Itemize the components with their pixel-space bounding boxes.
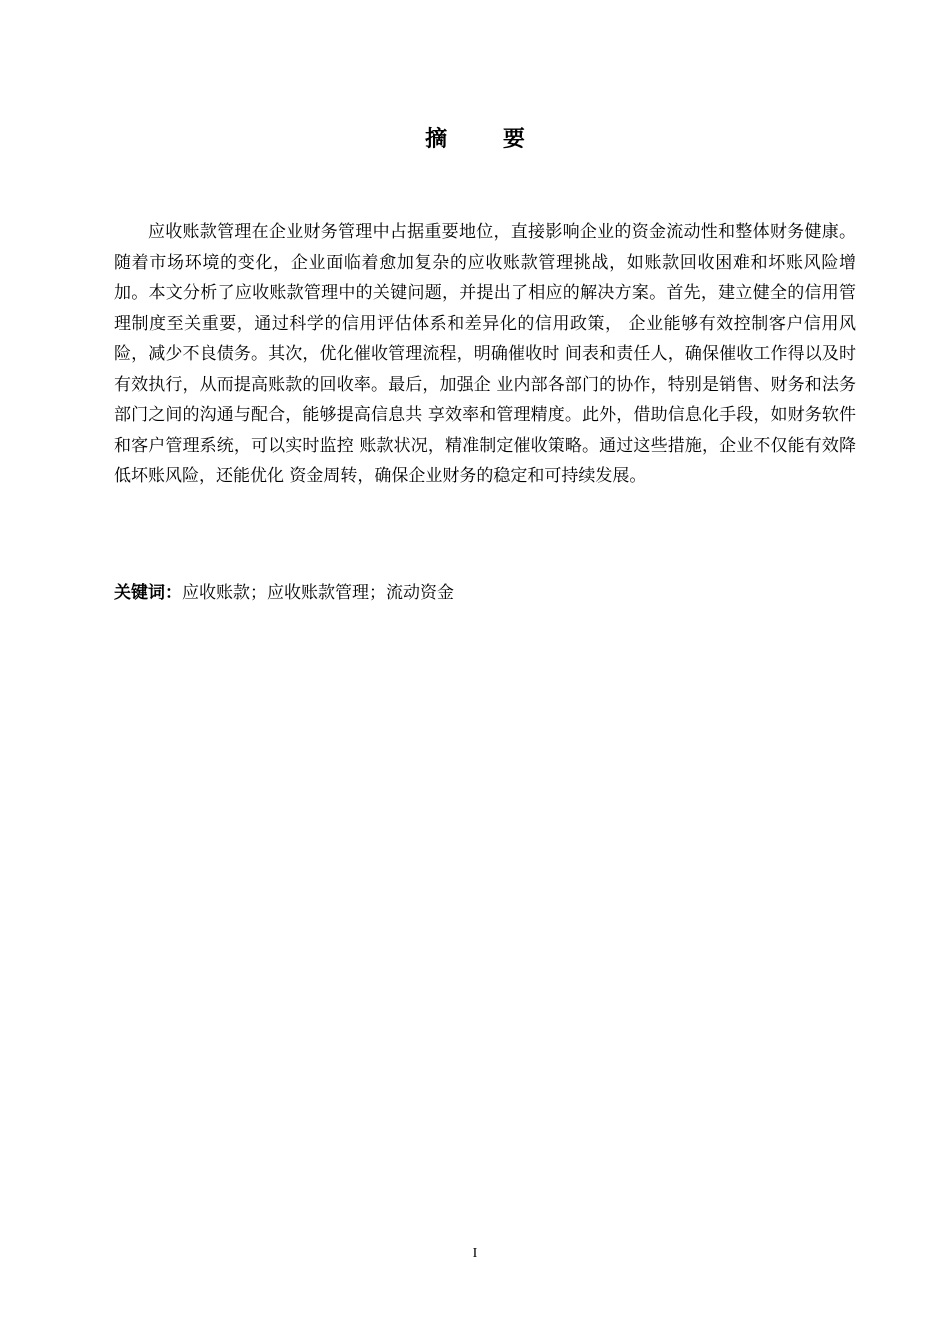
abstract-body: 应收账款管理在企业财务管理中占据重要地位，直接影响企业的资金流动性和整体财务健康。随着市场环境的变化，企业面临着愈加复杂的应收账款管理挑战，如账款回收困难和坏账风险增加。本文分析了应收账款管理中的关键问题，并提出了相应的解决方案。首先，建立健全的信用管理制度至关重要，通过科学的信用评估体系和差异化的信用政策， 企业能够有效控制客户信用风险，减少不良债务。其次，优化催收管理流程，明确催收时 间表和责任人，确保催收工作得以及时有效执行，从而提高账款的回收率。最后，加强企 业内部各部门的协作，特别是销售、财务和法务部门之间的沟通与配合，能够提高信息共 享效率和管理精度。此外，借助信息化手段，如财务软件和客户管理系统，可以实时监控 账款状况，精准制定催收策略。通过这些措施，企业不仅能有效降低坏账风险，还能优化 资金周转，确保企业财务的稳定和可持续发展。 bbox=[114, 222, 856, 486]
keywords-line bbox=[114, 578, 856, 608]
keywords-label: 关键词： bbox=[114, 583, 182, 603]
page-number: I bbox=[472, 1246, 478, 1261]
keywords-text: 应收账款；应收账款管理；流动资金 bbox=[182, 583, 454, 603]
page-title: 摘 要 bbox=[425, 127, 549, 152]
